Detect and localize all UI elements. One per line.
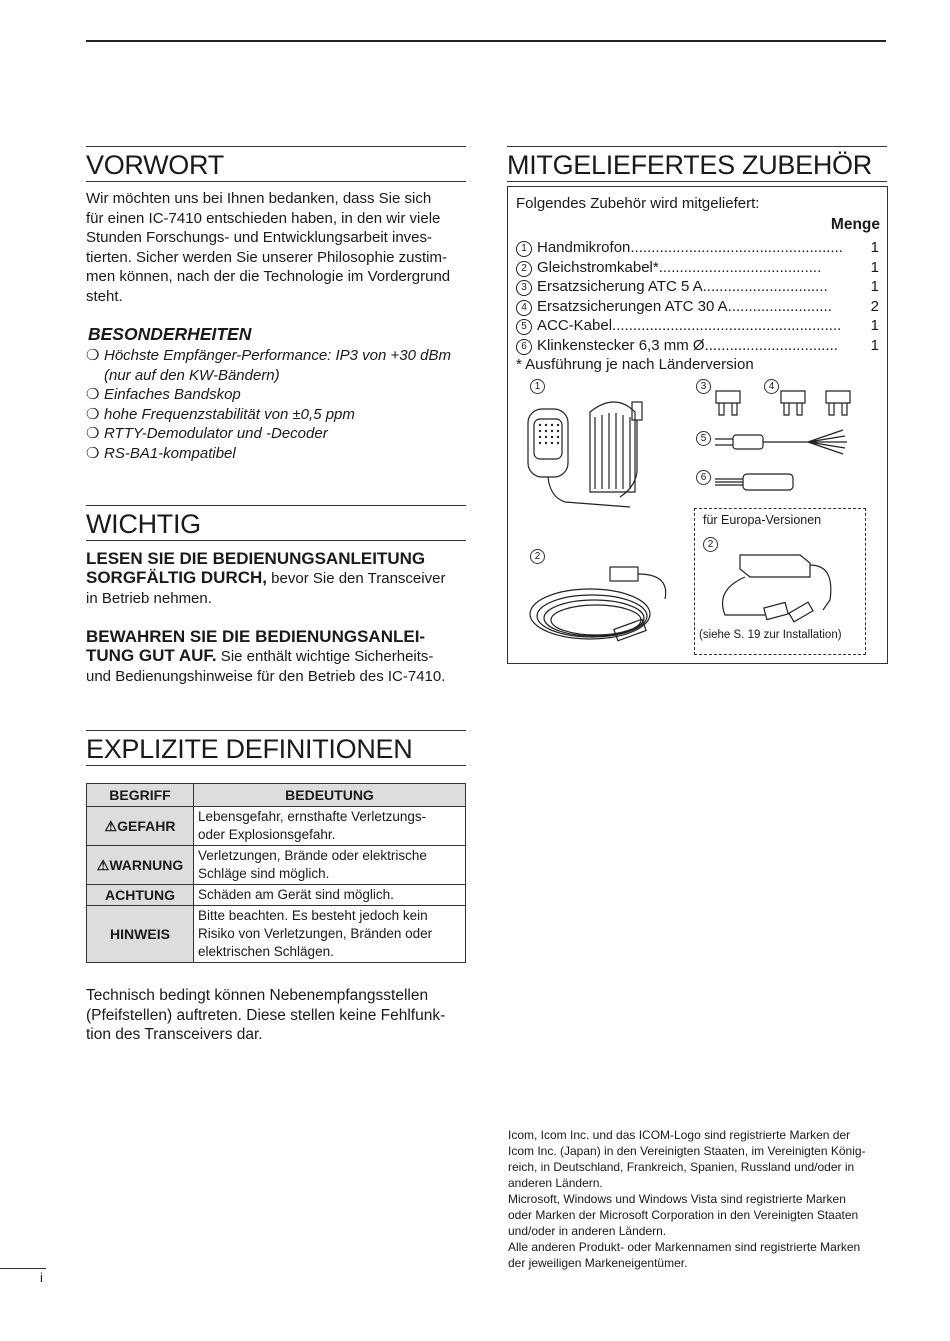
wichtig-paragraph-2: BEWAHREN SIE DIE BEDIENUNGSANLEI- TUNG GUT AUF. Sie enthält wichtige Sicherheits- und Bedienungshinweise für den Betrieb des IC-7410. [86, 627, 446, 685]
figure-label: 1 [530, 379, 545, 394]
figure-label: 5 [696, 431, 711, 446]
europe-label: für Europa-Versionen [703, 513, 822, 527]
circle-bullet-icon: ❍ [86, 444, 100, 462]
wichtig-paragraph-1: LESEN SIE DIE BEDIENUNGSANLEITUNG SORGFÄLTIG DURCH, bevor Sie den Transceiver in Betrieb nehmen. [86, 549, 446, 607]
quantity-header: Menge [830, 216, 880, 233]
list-item: ❍ hohe Frequenzstabilität von ±0,5 ppm [86, 405, 355, 423]
accessory-item: 6 Klinkenstecker 6,3 mm Ø................................ 1 [516, 336, 879, 356]
europe-note: (siehe S. 19 zur Installation) [699, 629, 842, 641]
column-header-meaning: BEDEUTUNG [194, 784, 466, 807]
term-cell: HINWEIS [87, 906, 194, 963]
circle-bullet-icon: ❍ [86, 405, 100, 423]
item-number-icon: 6 [516, 339, 532, 355]
feature-list [86, 346, 471, 463]
phone-plug-illustration [713, 467, 803, 497]
list-item: ❍ RTTY-Demodulator und -Decoder [86, 425, 328, 442]
meaning-cell: Lebensgefahr, ernsthafte Verletzungs- oder Explosionsgefahr. [194, 807, 466, 846]
top-rule [86, 40, 886, 42]
item-number-icon: 4 [516, 300, 532, 316]
item-number-icon: 2 [516, 261, 532, 277]
fuse-illustration [713, 387, 743, 419]
vorwort-heading: VORWORT [86, 146, 466, 182]
accessory-item: 1 Handmikrofon................................................... 1 [516, 238, 879, 258]
europe-version-box [694, 508, 866, 655]
accessories-box [507, 186, 888, 664]
list-item: ❍ RS-BA1-kompatibel [86, 444, 236, 462]
table-row [87, 807, 466, 846]
figure-label: 2 [703, 537, 718, 552]
zubehoer-heading: MITGELIEFERTES ZUBEHÖR [507, 146, 887, 182]
acc-cable-illustration [713, 427, 853, 457]
table-row [87, 906, 466, 963]
accessory-item: 5 ACC-Kabel....................................................... 1 [516, 316, 879, 336]
meaning-cell: Verletzungen, Brände oder elektrische Schläge sind möglich. [194, 846, 466, 885]
fuses-illustration [778, 387, 868, 419]
circle-bullet-icon: ❍ [86, 425, 100, 442]
wichtig-heading: WICHTIG [86, 505, 466, 541]
circle-bullet-icon: ❍ [86, 386, 100, 403]
definitionen-heading: EXPLIZITE DEFINITIONEN [86, 730, 466, 766]
meaning-cell: Bitte beachten. Es besteht jedoch kein Risiko von Verletzungen, Bränden oder elektrischen Schlägen. [194, 906, 466, 963]
item-number-icon: 1 [516, 241, 532, 257]
figure-label: 3 [696, 379, 711, 394]
filter-cable-illustration [705, 545, 855, 625]
meaning-cell: Schäden am Gerät sind möglich. [194, 885, 466, 906]
item-number-icon: 3 [516, 280, 532, 296]
figure-label: 6 [696, 470, 711, 485]
besonderheiten-heading: BESONDERHEITEN [88, 324, 252, 344]
term-cell: ⚠GEFAHR [87, 807, 194, 846]
vorwort-text: Wir möchten uns bei Ihnen bedanken, dass Sie sich für einen IC-7410 entschieden haben, in den wir viele Stunden Forschungs- und Entwicklungsarbeit inves- tierten. Sicher werden Sie unserer Philosophie zustim- men können, nach der die Technologie im Vordergrund steht. [86, 190, 451, 305]
page-number: i [40, 1270, 43, 1285]
accessory-item: 3 Ersatzsicherung ATC 5 A.............................. 1 [516, 277, 879, 297]
circle-bullet-icon: ❍ [86, 347, 100, 364]
technisch-text: Technisch bedingt können Nebenempfangsstellen (Pfeifstellen) auftreten. Diese stellen keine Fehlfunk- tion des Transceivers dar. [86, 987, 446, 1043]
column-header-term: BEGRIFF [87, 784, 194, 807]
list-item: ❍ Einfaches Bandskop [86, 386, 241, 403]
term-cell: ACHTUNG [87, 885, 194, 906]
table-row [87, 885, 466, 906]
term-cell: ⚠WARNUNG [87, 846, 194, 885]
definitions-table [86, 783, 466, 963]
accessory-item: 4 Ersatzsicherungen ATC 30 A......................... 2 [516, 297, 879, 317]
figure-label: 4 [764, 379, 779, 394]
table-row [87, 846, 466, 885]
item-number-icon: 5 [516, 319, 532, 335]
table-header-row [87, 784, 466, 807]
accessories-intro: Folgendes Zubehör wird mitgeliefert: [516, 195, 760, 212]
trademark-notice: Icom, Icom Inc. und das ICOM-Logo sind registrierte Marken der Icom Inc. (Japan) in den Vereinigten Staaten, im Vereinigten König- reich, in Deutschland, Frankreich, Spanien, Russland und/oder in anderen Ländern. Microsoft, Windows und Windows Vista sind registrierte Marken oder Marken der Microsoft Corporation in den Vereinigten Staaten und/oder in anderen Ländern. Alle anderen Produkt- oder Markennamen sind registrierte Marken der jeweiligen Markeneigentümer. [508, 1128, 866, 1270]
page-number-rule [0, 1268, 46, 1269]
list-item: ❍ Höchste Empfänger-Performance: IP3 von +30 dBm (nur auf den KW-Bändern) [86, 347, 451, 384]
dc-cable-illustration [520, 559, 690, 654]
accessories-footnote: * Ausführung je nach Länderversion [516, 356, 754, 373]
figure-label: 2 [530, 549, 545, 564]
hand-microphone-illustration [520, 397, 650, 512]
accessory-item: 2 Gleichstromkabel*....................................... 1 [516, 258, 879, 278]
